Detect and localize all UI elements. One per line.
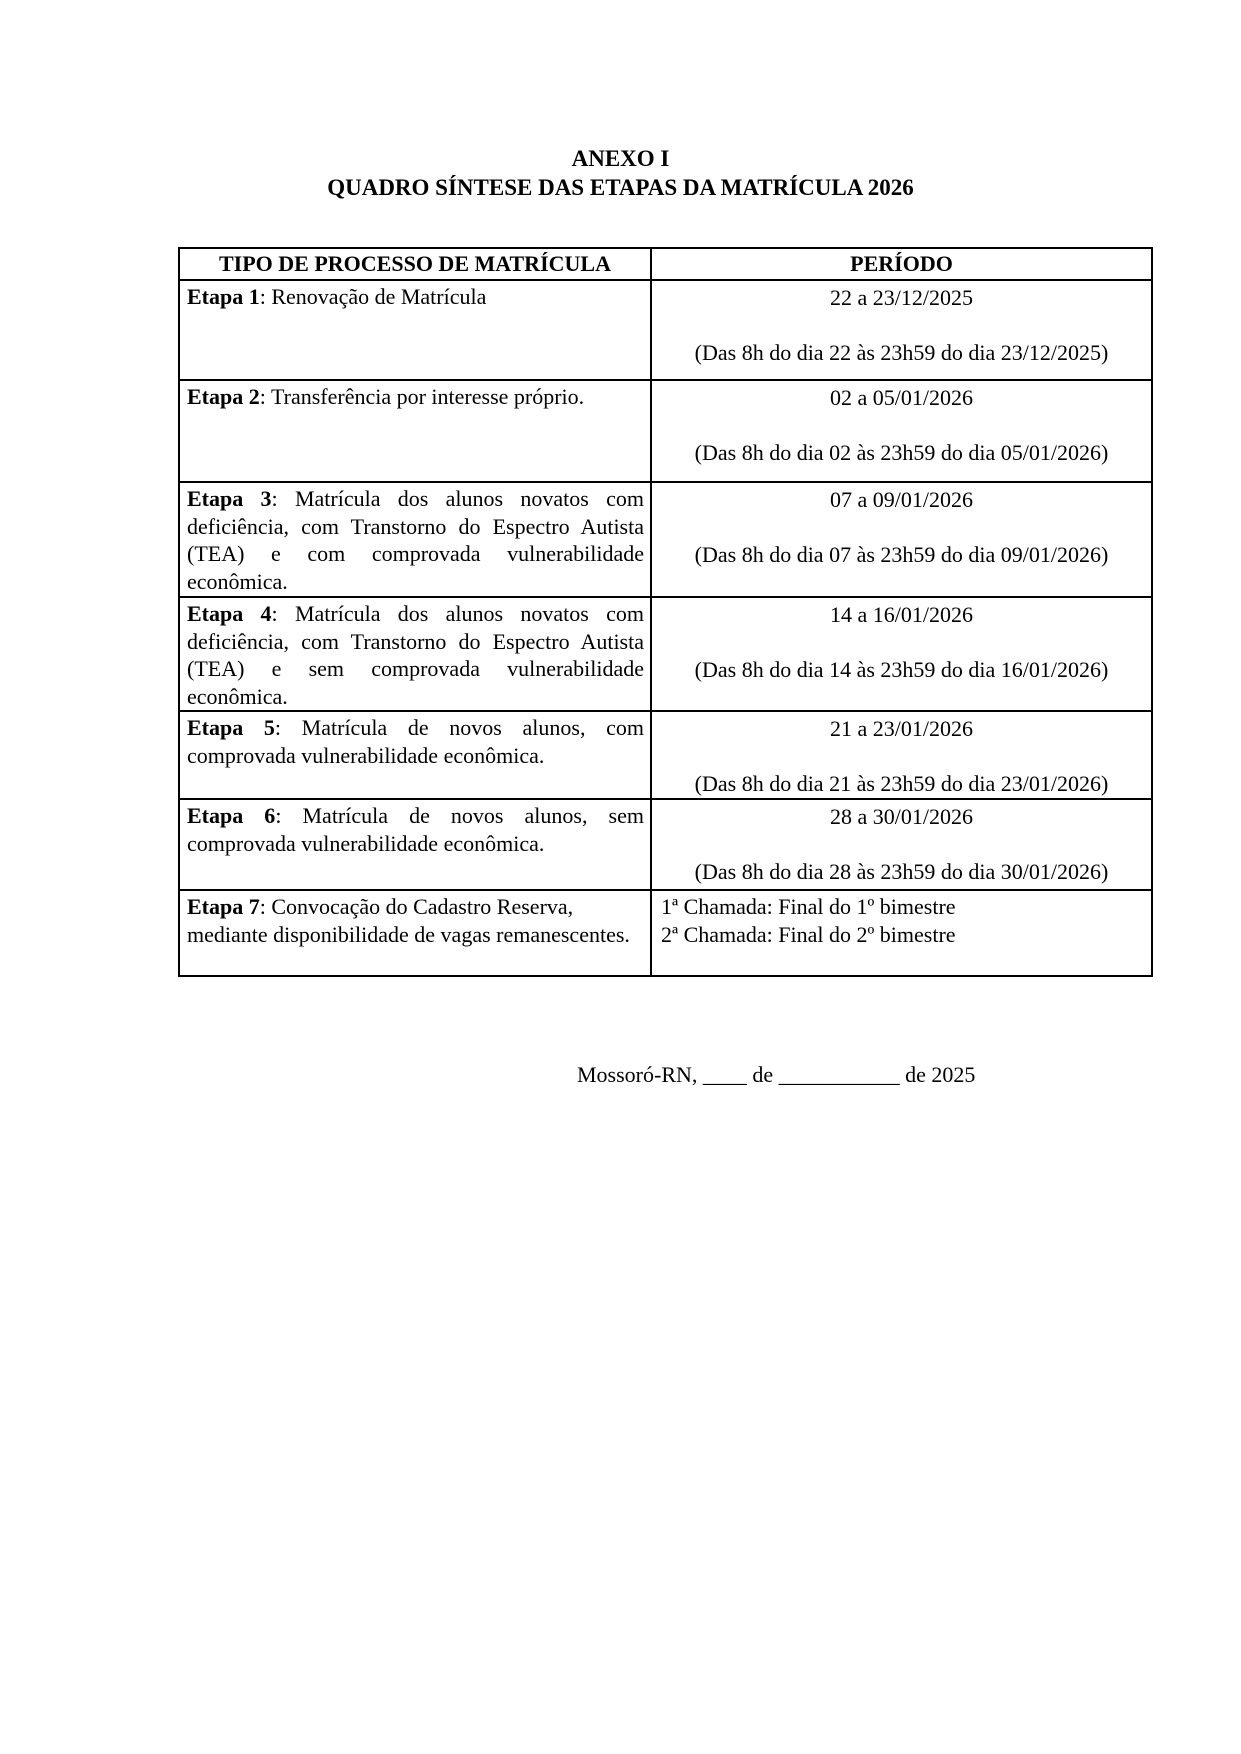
period-range: 22 a 23/12/2025 xyxy=(830,285,973,310)
period-cell xyxy=(651,597,1152,711)
title-line-1: ANEXO I xyxy=(571,146,670,171)
stage-label: Etapa 2 xyxy=(187,384,260,409)
stage-text: : Matrícula de novos alunos, sem comprovada vulnerabilidade econômica. xyxy=(187,803,644,856)
stage-description-cell xyxy=(179,482,651,597)
enrollment-stages-table xyxy=(178,247,1153,977)
table-header-row xyxy=(179,248,1152,280)
period-detail: (Das 8h do dia 28 às 23h59 do dia 30/01/2026) xyxy=(694,858,1109,884)
stage-description-cell xyxy=(179,711,651,799)
stage-description-cell xyxy=(179,380,651,482)
period-call-2: 2ª Chamada: Final do 2º bimestre xyxy=(661,921,956,947)
table-row xyxy=(179,380,1152,482)
stage-text: : Matrícula de novos alunos, com comprovada vulnerabilidade econômica. xyxy=(187,715,644,768)
period-detail: (Das 8h do dia 07 às 23h59 do dia 09/01/2026) xyxy=(694,541,1109,567)
stage-label: Etapa 5 xyxy=(187,715,275,740)
period-detail: (Das 8h do dia 14 às 23h59 do dia 16/01/2026) xyxy=(694,656,1109,682)
table-row xyxy=(179,890,1152,976)
stage-description-cell xyxy=(179,890,651,976)
period-detail: (Das 8h do dia 22 às 23h59 do dia 23/12/2025) xyxy=(694,339,1109,365)
stage-text: : Renovação de Matrícula xyxy=(259,284,487,309)
period-call-1: 1ª Chamada: Final do 1º bimestre xyxy=(661,894,956,919)
stage-description-cell xyxy=(179,280,651,380)
stage-label: Etapa 6 xyxy=(187,803,276,828)
table-row xyxy=(179,711,1152,799)
period-cell xyxy=(651,799,1152,890)
period-cell xyxy=(651,890,1152,976)
table-row xyxy=(179,482,1152,597)
stage-text: : Matrícula dos alunos novatos com deficiência, com Transtorno do Espectro Autista (TEA) e sem comprovada vulnerabilidade econômica. xyxy=(187,601,644,709)
period-cell xyxy=(651,711,1152,799)
stage-label: Etapa 3 xyxy=(187,486,272,511)
stage-text: : Matrícula dos alunos novatos com deficiência, com Transtorno do Espectro Autista (TEA) e com comprovada vulnerabilidade econômica. xyxy=(187,486,644,594)
period-range: 07 a 09/01/2026 xyxy=(830,487,973,512)
period-detail: (Das 8h do dia 21 às 23h59 do dia 23/01/2026) xyxy=(694,770,1109,796)
stage-description-cell xyxy=(179,799,651,890)
table-row xyxy=(179,597,1152,711)
stage-label: Etapa 1 xyxy=(187,284,260,309)
stage-text: : Convocação do Cadastro Reserva, mediante disponibilidade de vagas remanescentes. xyxy=(187,894,630,947)
stage-description-cell xyxy=(179,597,651,711)
document-title xyxy=(0,0,1241,202)
period-range: 02 a 05/01/2026 xyxy=(830,385,973,410)
period-cell xyxy=(651,482,1152,597)
period-range: 28 a 30/01/2026 xyxy=(830,804,973,829)
period-range: 14 a 16/01/2026 xyxy=(830,602,973,627)
period-detail: (Das 8h do dia 02 às 23h59 do dia 05/01/2026) xyxy=(694,439,1109,465)
stage-label: Etapa 4 xyxy=(187,601,272,626)
period-cell xyxy=(651,380,1152,482)
header-process-type: TIPO DE PROCESSO DE MATRÍCULA xyxy=(179,248,651,280)
header-period: PERÍODO xyxy=(651,248,1152,280)
table-row xyxy=(179,280,1152,380)
stage-label: Etapa 7 xyxy=(187,894,260,919)
table-row xyxy=(179,799,1152,890)
period-cell xyxy=(651,280,1152,380)
stage-text: : Transferência por interesse próprio. xyxy=(259,384,585,409)
title-line-2: QUADRO SÍNTESE DAS ETAPAS DA MATRÍCULA 2026 xyxy=(327,175,914,200)
date-signature-line: Mossoró-RN, ____ de ___________ de 2025 xyxy=(577,1062,976,1087)
period-range: 21 a 23/01/2026 xyxy=(830,716,973,741)
